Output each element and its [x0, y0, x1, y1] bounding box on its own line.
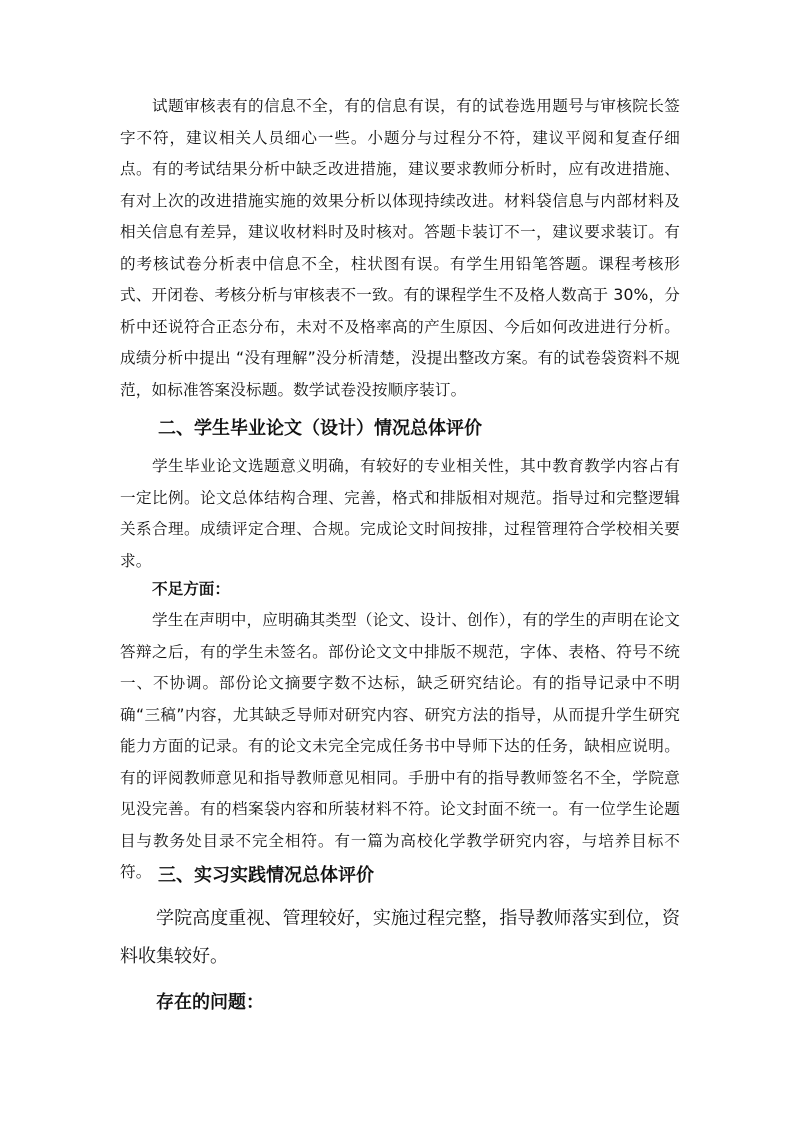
thesis-shortcomings-paragraph: 学生在声明中，应明确其类型（论文、设计、创作），有的学生的声明在论文答辩之后，有的学生未签名。部份论文文中排版不规范，字体、表格、符号不统一、不协调。部份论文摘要字数不达标，缺乏研究结论。有的指导记录中不明确“三稿”内容，尤其缺乏导师对研究内容、研究方法的指导，从而提升学生研究能力方面的记录。有的论文未完全完成任务书中导师下达的任务，缺相应说明。有的评阅教师意见和指导教师意见相同。手册中有的指导教师签名不全，学院意见没完善。有的档案袋内容和所装材料不符。论文封面不统一。有一位学生论题目与教务处目录不完全相符。有一篇为高校化学教学研究内容，与培养目标不符。	[120, 611, 680, 881]
internship-evaluation-paragraph: 学院高度重视、管理较好，实施过程完整，指导教师落实到位，资料收集较好。	[120, 908, 680, 967]
subheading-shortcomings: 不足方面：	[152, 580, 230, 598]
section-heading-thesis-evaluation: 二、学生毕业论文（设计）情况总体评价	[158, 418, 482, 439]
subheading-problems: 存在的问题：	[156, 992, 264, 1013]
exam-review-paragraph: 试题审核表有的信息不全，有的信息有误，有的试卷选用题号与审核院长签字不符，建议相关人员细心一些。小题分与过程分不符，建议平阅和复查仔细点。有的考试结果分析中缺乏改进措施，建议要求教师分析时，应有改进措施、有对上次的改进措施实施的效果分析以体现持续改进。材料袋信息与内部材料及相关信息有差异，建议收材料时及时核对。答题卡装订不一，建议要求装订。有的考核试卷分析表中信息不全，柱状图有误。有学生用铅笔答题。课程考核形式、开闭卷、考核分析与审核表不一致。有的课程学生不及格人数高于 30%，分析中还说符合正态分布，未对不及格率高的产生原因、今后如何改进进行分析。成绩分析中提出 “没有理解”没分析清楚，没提出整改方案。有的试卷袋资料不规范，如标准答案没标题。数学试卷没按顺序装订。	[120, 97, 680, 399]
section-heading-internship-evaluation: 三、实习实践情况总体评价	[158, 865, 374, 886]
thesis-evaluation-paragraph: 学生毕业论文选题意义明确，有较好的专业相关性，其中教育教学内容占有一定比例。论文总体结构合理、完善，格式和排版相对规范。指导过和完整逻辑关系合理。成绩评定合理、合规。完成论文时间按排，过程管理符合学校相关要求。	[120, 457, 680, 570]
